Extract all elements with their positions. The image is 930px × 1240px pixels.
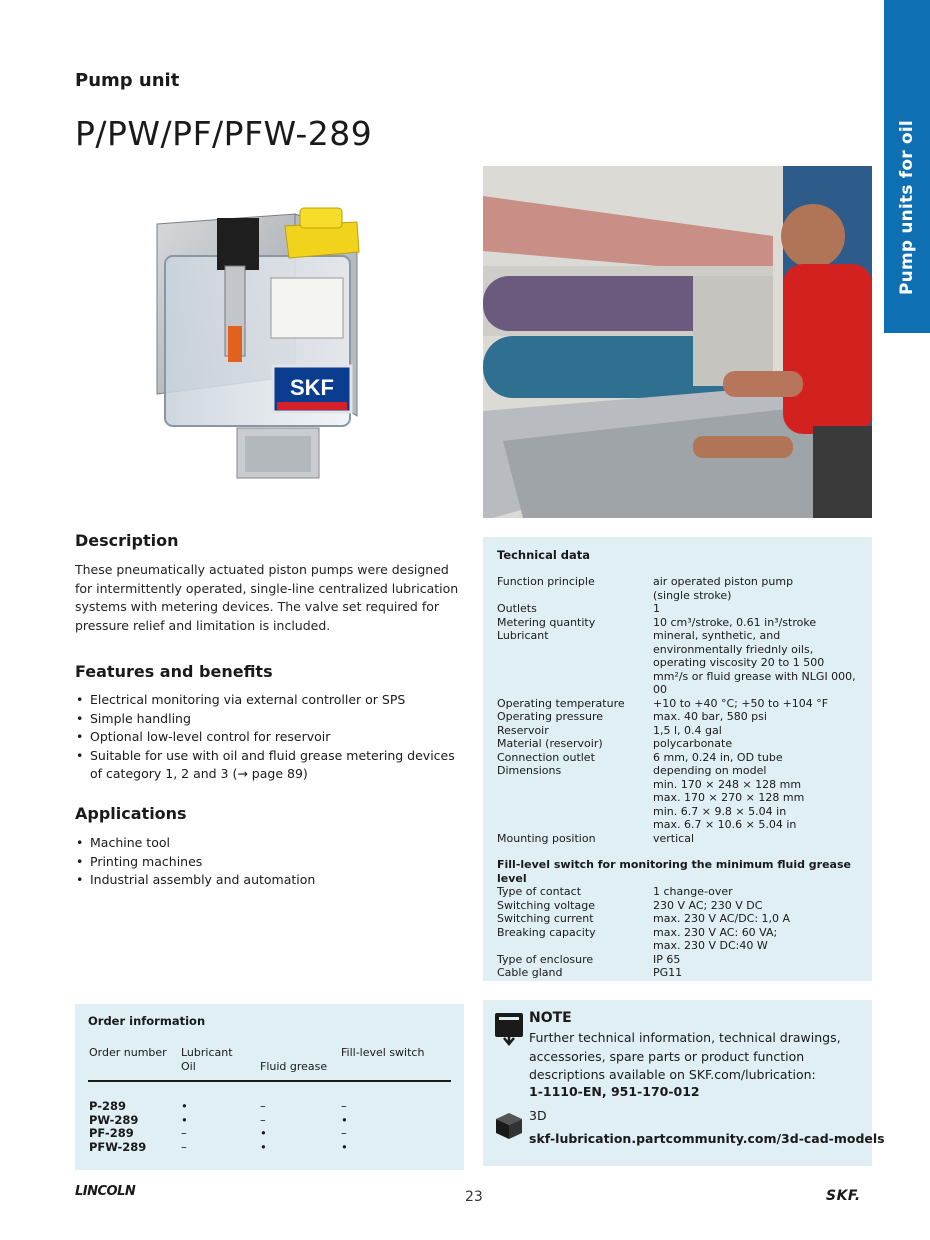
tech-row-label: Operating pressure — [497, 710, 604, 723]
tech-row-value: mineral, synthetic, and environmentally friednly oils, operating viscosity 20 to 1 500 mm²/s or fluid grease with NLGI 000, 00 — [653, 629, 856, 696]
table-cell-oil: • — [181, 1099, 188, 1113]
table-cell-switch: – — [341, 1099, 347, 1113]
skf-logo: SKF. — [826, 1188, 861, 1204]
features-list — [75, 691, 465, 784]
order-information-box — [75, 1004, 464, 1170]
tech-row — [497, 751, 858, 765]
tech-row-value: max. 40 bar, 580 psi — [653, 710, 767, 723]
tech-row-label: Outlets — [497, 602, 537, 615]
tech-row — [497, 697, 858, 711]
tech-row-label: Function principle — [497, 575, 595, 588]
tech-row — [497, 899, 858, 913]
table-row — [88, 1141, 448, 1155]
tech-row-value: 1,5 l, 0.4 gal — [653, 723, 722, 737]
tech-row-label: Switching current — [497, 912, 594, 925]
table-cell-switch: – — [341, 1126, 347, 1140]
tech-row — [497, 953, 858, 967]
fill-level-title: Fill-level switch for monitoring the minimum fluid grease level — [497, 858, 851, 885]
applications-heading: Applications — [75, 804, 187, 823]
tech-row-label: Lubricant — [497, 629, 549, 642]
tech-row — [497, 602, 858, 616]
section-tab-label: Pump units for oil — [897, 120, 917, 295]
printing-machine-photo — [483, 166, 872, 518]
list-item: • Optional low-level control for reservoir — [75, 728, 465, 747]
table-row — [88, 1127, 448, 1141]
applications-list — [75, 834, 465, 890]
tech-row-value: vertical — [653, 831, 695, 845]
col-order-number: Order number — [89, 1046, 167, 1059]
table-cell-number: PW-289 — [89, 1112, 139, 1127]
note-title: NOTE — [529, 1010, 572, 1026]
tech-row-value: 10 cm³/stroke, 0.61 in³/stroke — [653, 615, 817, 629]
tech-row-label: Mounting position — [497, 831, 596, 845]
tech-row-value: 1 change-over — [653, 885, 733, 898]
tech-row-label: Operating temperature — [497, 696, 625, 710]
tech-row-label: Reservoir — [497, 723, 549, 737]
table-cell-switch: • — [341, 1112, 348, 1127]
tech-row — [497, 710, 858, 724]
list-item: • Suitable for use with oil and fluid grease metering devices of category 1, 2 and 3 (→ page 89) — [75, 747, 465, 784]
tech-row — [497, 912, 858, 926]
note-text: Further technical information, technical drawings, accessories, spare parts or product function descriptions available on SKF.com/lubrication: — [529, 1030, 841, 1082]
tech-row-value: depending on model min. 170 × 248 × 128 mm max. 170 × 270 × 128 mm min. 6.7 × 9.8 × 5.04 in max. 6.7 × 10.6 × 5.04 in — [653, 764, 805, 831]
table-cell-oil: – — [181, 1139, 187, 1154]
technical-data-title: Technical data — [497, 548, 591, 562]
order-table-body — [88, 1100, 448, 1154]
document-icon — [494, 1012, 524, 1050]
table-cell-grease: • — [260, 1126, 267, 1140]
table-cell-number: PF-289 — [89, 1126, 134, 1140]
list-item: • Printing machines — [75, 853, 465, 872]
tech-row-value: 230 V AC; 230 V DC — [653, 898, 763, 912]
tech-row — [497, 832, 858, 846]
lincoln-logo: LINCOLN — [75, 1184, 136, 1199]
technical-data-rows — [497, 575, 858, 845]
col-oil: Oil — [181, 1059, 196, 1073]
table-row — [88, 1100, 448, 1114]
tech-row-value: 6 mm, 0.24 in, OD tube — [653, 750, 783, 764]
note-3d-link[interactable]: skf-lubrication.partcommunity.com/3d-cad-models — [529, 1131, 885, 1146]
page-kicker: Pump unit — [75, 70, 180, 91]
tech-row-value: max. 230 V AC/DC: 1,0 A — [653, 912, 791, 925]
tech-row-label: Connection outlet — [497, 750, 595, 764]
page-number: 23 — [465, 1189, 483, 1205]
table-cell-oil: – — [181, 1126, 187, 1140]
table-cell-oil: • — [181, 1112, 188, 1127]
tech-row — [497, 885, 858, 899]
tech-row — [497, 629, 858, 697]
tech-row-value: +10 to +40 °C; +50 to +104 °F — [653, 696, 829, 710]
tech-row-value: 1 — [653, 602, 660, 615]
tech-row-label: Breaking capacity — [497, 925, 596, 939]
note-3d-label: 3D — [529, 1108, 547, 1123]
fill-level-rows — [497, 885, 858, 980]
order-table-rule — [88, 1080, 451, 1082]
tech-row-label: Metering quantity — [497, 615, 596, 629]
pump-unit-photo — [95, 166, 460, 518]
list-item: • Machine tool — [75, 834, 465, 853]
order-information-title: Order information — [88, 1014, 206, 1028]
tech-row-label: Switching voltage — [497, 898, 595, 912]
tech-row-label: Cable gland — [497, 966, 563, 979]
tech-row-value: polycarbonate — [653, 737, 733, 750]
table-row — [88, 1114, 448, 1128]
tech-row — [497, 926, 858, 953]
cube-3d-icon — [494, 1111, 524, 1145]
tech-row — [497, 737, 858, 751]
table-cell-grease: – — [260, 1112, 266, 1127]
table-cell-grease: • — [260, 1139, 267, 1154]
list-item: • Industrial assembly and automation — [75, 871, 465, 890]
col-lubricant: Lubricant — [181, 1046, 233, 1059]
table-cell-switch: • — [341, 1139, 348, 1154]
list-item: • Simple handling — [75, 710, 465, 729]
page-title: P/PW/PF/PFW-289 — [75, 114, 373, 153]
tech-row-label: Type of enclosure — [497, 952, 594, 966]
section-tab — [884, 0, 930, 333]
tech-row-label: Material (reservoir) — [497, 737, 603, 750]
description-text: These pneumatically actuated piston pumps were designed for intermittently operated, single-line centralized lubrication systems with metering devices. The valve set required for pressure relief and limitation is included. — [75, 562, 459, 633]
tech-row-label: Dimensions — [497, 764, 562, 777]
tech-row — [497, 575, 858, 602]
description-heading: Description — [75, 531, 179, 550]
table-cell-number: PFW-289 — [89, 1139, 147, 1154]
technical-data-box — [483, 537, 872, 981]
note-reference: 1-1110-EN, 951-170-012 — [529, 1084, 700, 1099]
col-fluid-grease: Fluid grease — [260, 1059, 328, 1073]
svg-text:SKF: SKF — [290, 375, 334, 400]
col-fill-level-switch: Fill-level switch — [341, 1046, 425, 1059]
table-cell-grease: – — [260, 1099, 266, 1113]
table-cell-number: P-289 — [89, 1099, 127, 1113]
tech-row — [497, 966, 858, 980]
tech-row-value: PG11 — [653, 966, 683, 979]
list-item: • Electrical monitoring via external controller or SPS — [75, 691, 465, 710]
tech-row-value: IP 65 — [653, 952, 681, 966]
tech-row — [497, 724, 858, 738]
tech-row-value: air operated piston pump (single stroke) — [653, 575, 794, 602]
tech-row-value: max. 230 V AC: 60 VA; max. 230 V DC:40 W — [653, 925, 778, 952]
tech-row — [497, 616, 858, 630]
tech-row-label: Type of contact — [497, 885, 582, 898]
tech-row — [497, 764, 858, 832]
features-heading: Features and benefits — [75, 662, 273, 681]
